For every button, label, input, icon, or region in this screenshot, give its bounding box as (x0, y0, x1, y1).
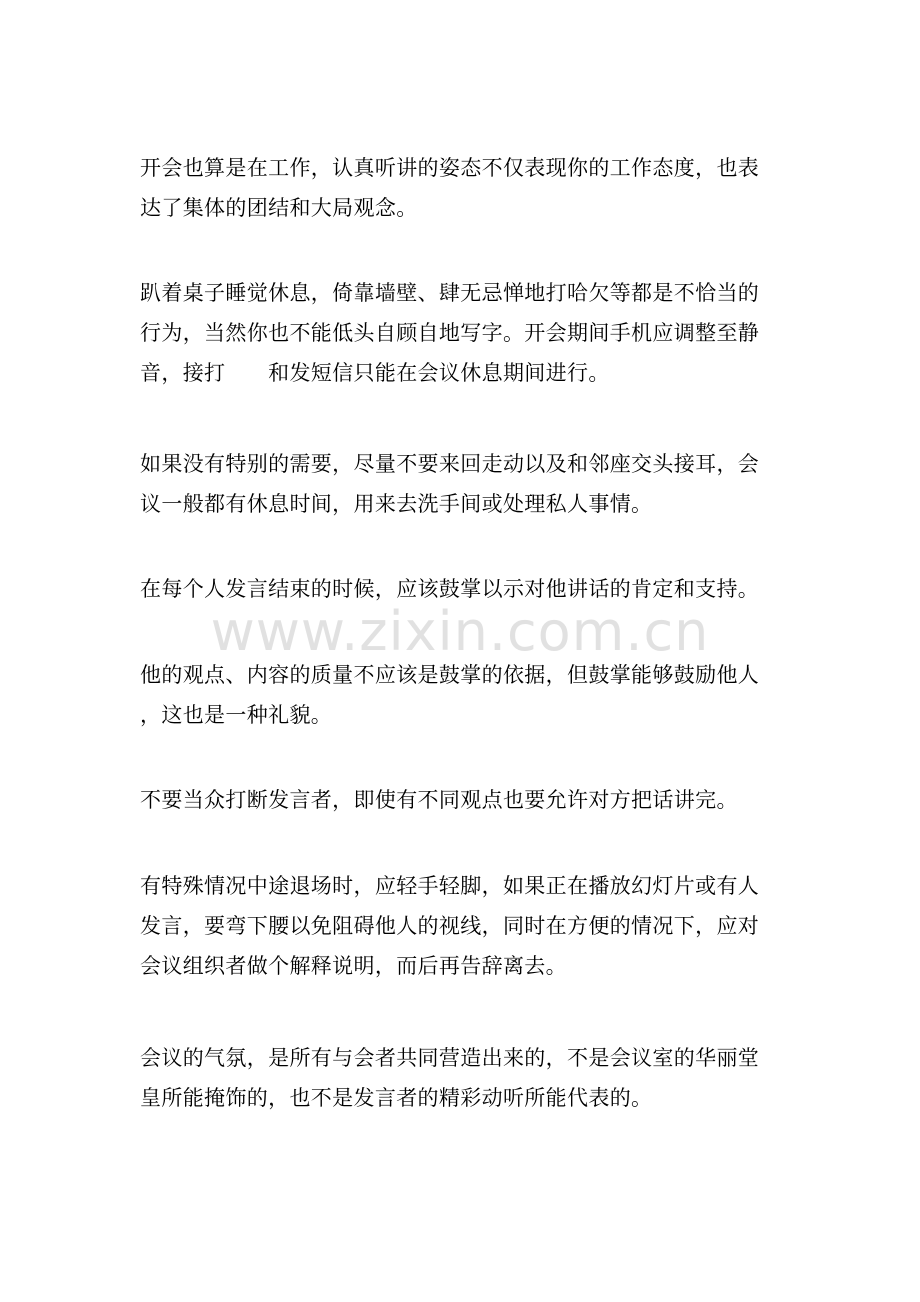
paragraph-2 (140, 273, 780, 393)
text-line: 行为，当然你也不能低头自顾自地写字。开会期间手机应调整至静 (140, 321, 760, 345)
watermark: www.zixin.com.cn (210, 600, 710, 663)
text-line: 音，接打 和发短信只能在会议休息期间进行。 (140, 361, 610, 385)
text-line: 会议的气氛，是所有与会者共同营造出来的，不是会议室的华丽堂 (140, 1046, 760, 1070)
text-line: 会议组织者做个解释说明，而后再告辞离去。 (140, 954, 567, 978)
text-line: 他的观点、内容的质量不应该是鼓掌的依据，但鼓掌能够鼓励他人 (140, 663, 760, 687)
paragraph-3 (140, 444, 780, 524)
paragraph-6 (140, 780, 780, 820)
paragraph-1 (140, 148, 780, 228)
text-line: 有特殊情况中途退场时，应轻手轻脚，如果正在播放幻灯片或有人 (140, 874, 760, 898)
text-line: 趴着桌子睡觉休息，倚靠墙壁、肆无忌惮地打哈欠等都是不恰当的 (140, 281, 760, 305)
text-line: 发言，要弯下腰以免阻碍他人的视线，同时在方便的情况下，应对 (140, 914, 760, 938)
text-line: 议一般都有休息时间，用来去洗手间或处理私人事情。 (140, 492, 653, 516)
text-line: 在每个人发言结束的时候，应该鼓掌以示对他讲话的肯定和支持。 (140, 577, 760, 601)
text-line: 如果没有特别的需要，尽量不要来回走动以及和邻座交头接耳，会 (140, 452, 760, 476)
paragraph-5 (140, 655, 780, 735)
paragraph-8 (140, 1038, 780, 1118)
paragraph-7 (140, 866, 780, 986)
text-line: 达了集体的团结和大局观念。 (140, 196, 418, 220)
text-line: 皇所能掩饰的，也不是发言者的精彩动听所能代表的。 (140, 1086, 653, 1110)
paragraph-4 (140, 569, 780, 609)
text-line: ，这也是一种礼貌。 (140, 703, 333, 727)
text-line: 不要当众打断发言者，即使有不同观点也要允许对方把话讲完。 (140, 788, 738, 812)
text-line: 开会也算是在工作，认真听讲的姿态不仅表现你的工作态度，也表 (140, 156, 760, 180)
